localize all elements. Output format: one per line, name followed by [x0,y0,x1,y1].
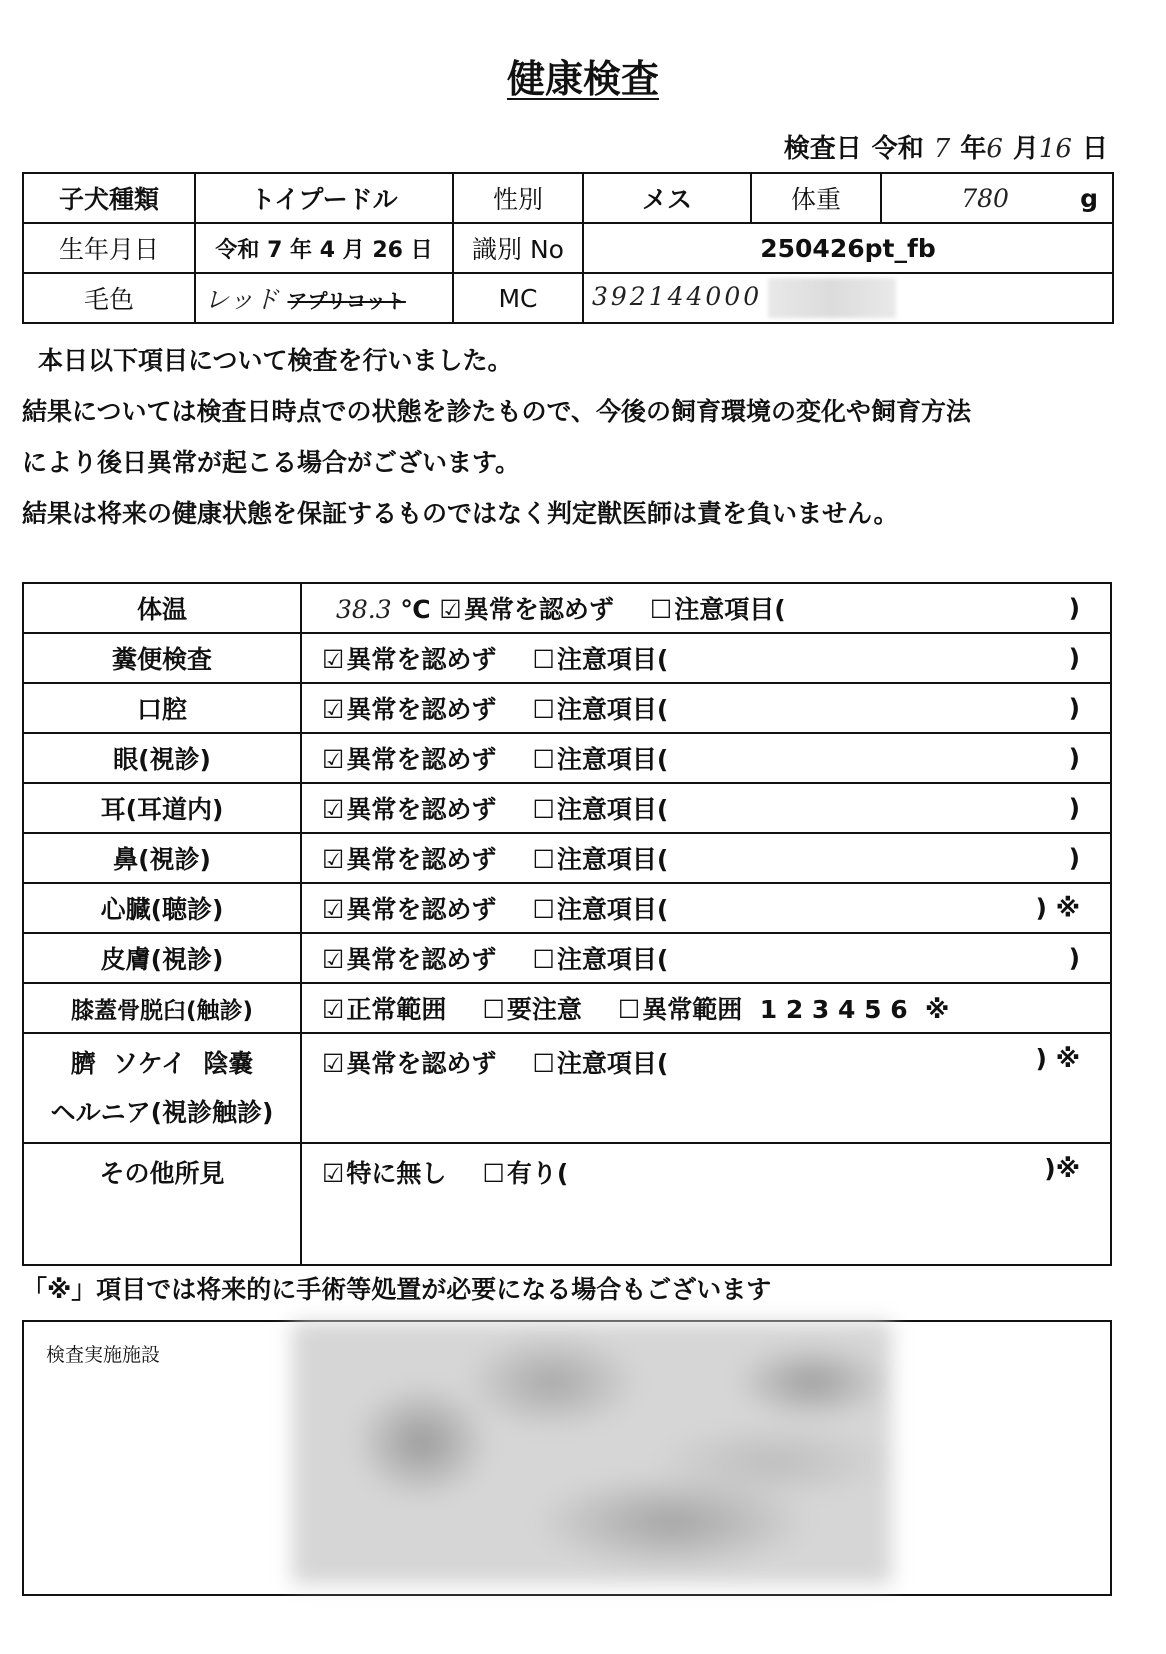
checked-box-icon: ☑ [322,795,345,824]
other-value [301,1143,1111,1265]
temp-label: 体温 [23,583,301,633]
unchecked-box-icon: ☐ [532,795,555,824]
hernia-value [301,1033,1111,1143]
table-row [23,583,1111,633]
patella-watch: 要注意 [506,995,582,1024]
table-row [23,933,1111,983]
row-label: 皮膚(視診) [23,933,301,983]
caution-text: 注意項目( [556,695,669,724]
unchecked-box-icon: ☐ [482,1159,505,1188]
color-handwritten: レッド [204,285,279,314]
unchecked-box-icon: ☐ [532,695,555,724]
facility-label: 検査実施施設 [46,1344,161,1366]
checked-box-icon: ☑ [322,745,345,774]
paren-close: ) [1068,643,1080,673]
checked-box-icon: ☑ [322,695,345,724]
table-row [23,633,1111,683]
table-row [23,1143,1111,1265]
checked-box-icon: ☑ [322,845,345,874]
sex-label: 性別 [453,173,583,223]
row-value [301,683,1111,733]
table-row [23,733,1111,783]
normal-text: 異常を認めず [346,1049,497,1078]
color-value [195,273,453,323]
caution-text: 注意項目( [674,595,786,624]
footnote: 「※」項目では将来的に手術等処置が必要になる場合もございます [22,1275,772,1304]
mc-label: MC [453,273,583,323]
patella-grades: 1 2 3 4 5 6 [759,995,908,1024]
notice-line: により後日異常が起こる場合がございます。 [22,448,521,477]
other-none: 特に無し [346,1159,447,1188]
weight-cell [881,173,1113,223]
exam-results-table [22,582,1112,1266]
temp-value-cell [301,583,1111,633]
weight-label: 体重 [751,173,881,223]
unchecked-box-icon: ☐ [617,995,641,1024]
id-label: 識別 No [453,223,583,273]
paren-close: ) [1068,843,1080,873]
birth-value: 令和 7 年 4 月 26 日 [195,223,453,273]
checked-box-icon: ☑ [322,945,345,974]
paren-close-mark: ) ※ [1035,1044,1080,1073]
unchecked-box-icon: ☐ [649,595,673,624]
unchecked-box-icon: ☐ [532,845,555,874]
exam-date: 検査日 令和 7 年6 月16 日 [783,134,1108,164]
table-row [23,1033,1111,1143]
checked-box-icon: ☑ [322,995,345,1024]
caution-text: 注意項目( [556,745,669,774]
checked-box-icon: ☑ [322,1049,345,1078]
mc-cell [583,273,1113,323]
unchecked-box-icon: ☐ [532,645,555,674]
mc-redaction [768,278,896,318]
unchecked-box-icon: ☐ [532,945,555,974]
row-value [301,933,1111,983]
paren-close-mark: )※ [1044,1154,1080,1183]
table-row [23,883,1111,933]
caution-text: 注意項目( [556,795,669,824]
puppy-info-table [22,172,1114,324]
notice-line: 本日以下項目について検査を行いました。 [38,346,513,375]
patella-value [301,983,1111,1033]
table-row [23,983,1111,1033]
breed-value: トイプードル [195,173,453,223]
paren-close: ) [1068,793,1080,823]
notice-line: 結果は将来の健康状態を保証するものではなく判定獣医師は責を負いません。 [22,499,899,528]
hernia-label [23,1033,301,1143]
row-value [301,783,1111,833]
row-value [301,883,1111,933]
normal-text: 異常を認めず [463,595,614,624]
color-label: 毛色 [23,273,195,323]
unchecked-box-icon: ☐ [532,745,555,774]
mark-text: ※ [925,995,950,1024]
hernia-label-line: ヘルニア(視診触診) [50,1098,274,1127]
weight-value: 780 [961,183,1009,213]
row-label: 鼻(視診) [23,833,301,883]
row-value [301,733,1111,783]
sex-value: メス [583,173,751,223]
row-label: 糞便検査 [23,633,301,683]
notice-line: 結果については検査日時点での状態を診たもので、今後の飼育環境の変化や飼育方法 [22,397,972,426]
notice-text [22,335,1122,539]
facility-redaction [292,1322,892,1584]
patella-abnormal: 異常範囲 [642,995,743,1024]
patella-normal: 正常範囲 [346,995,447,1024]
caution-text: 注意項目( [556,945,669,974]
checked-box-icon: ☑ [322,1159,345,1188]
paren-close: ) [1068,593,1080,623]
temp-unit: ℃ [400,595,431,624]
normal-text: 異常を認めず [346,795,497,824]
other-yes: 有り( [506,1159,569,1188]
document-title: 健康検査 [506,57,659,101]
table-row [23,783,1111,833]
color-printed: アプリコット [287,289,406,313]
hernia-label-line: 臍 ソケイ 陰嚢 [70,1049,254,1078]
unchecked-box-icon: ☐ [532,1049,555,1078]
breed-label: 子犬種類 [23,173,195,223]
unchecked-box-icon: ☐ [532,895,555,924]
id-value: 250426pt_fb [583,223,1113,273]
table-row [23,833,1111,883]
row-label: 眼(視診) [23,733,301,783]
normal-text: 異常を認めず [346,695,497,724]
normal-text: 異常を認めず [346,895,497,924]
weight-unit: g [1080,183,1098,213]
caution-text: 注意項目( [556,1049,669,1078]
checked-box-icon: ☑ [322,895,345,924]
mc-value: 392144000 [592,282,763,311]
caution-text: 注意項目( [556,895,669,924]
row-value [301,833,1111,883]
normal-text: 異常を認めず [346,845,497,874]
normal-text: 異常を認めず [346,945,497,974]
other-label: その他所見 [23,1143,301,1265]
paren-close-mark: ) ※ [1035,893,1080,923]
birth-label: 生年月日 [23,223,195,273]
caution-text: 注意項目( [556,845,669,874]
table-row [23,683,1111,733]
patella-label: 膝蓋骨脱臼(触診) [23,983,301,1033]
normal-text: 異常を認めず [346,645,497,674]
paren-close: ) [1068,943,1080,973]
facility-box [22,1320,1112,1596]
caution-text: 注意項目( [556,645,669,674]
row-value [301,633,1111,683]
row-label: 耳(耳道内) [23,783,301,833]
unchecked-box-icon: ☐ [482,995,505,1024]
normal-text: 異常を認めず [346,745,497,774]
checked-box-icon: ☑ [322,645,345,674]
paren-close: ) [1068,743,1080,773]
row-label: 口腔 [23,683,301,733]
checked-box-icon: ☑ [439,595,462,624]
temp-value: 38.3 [336,595,392,624]
row-label: 心臓(聴診) [23,883,301,933]
paren-close: ) [1068,693,1080,723]
